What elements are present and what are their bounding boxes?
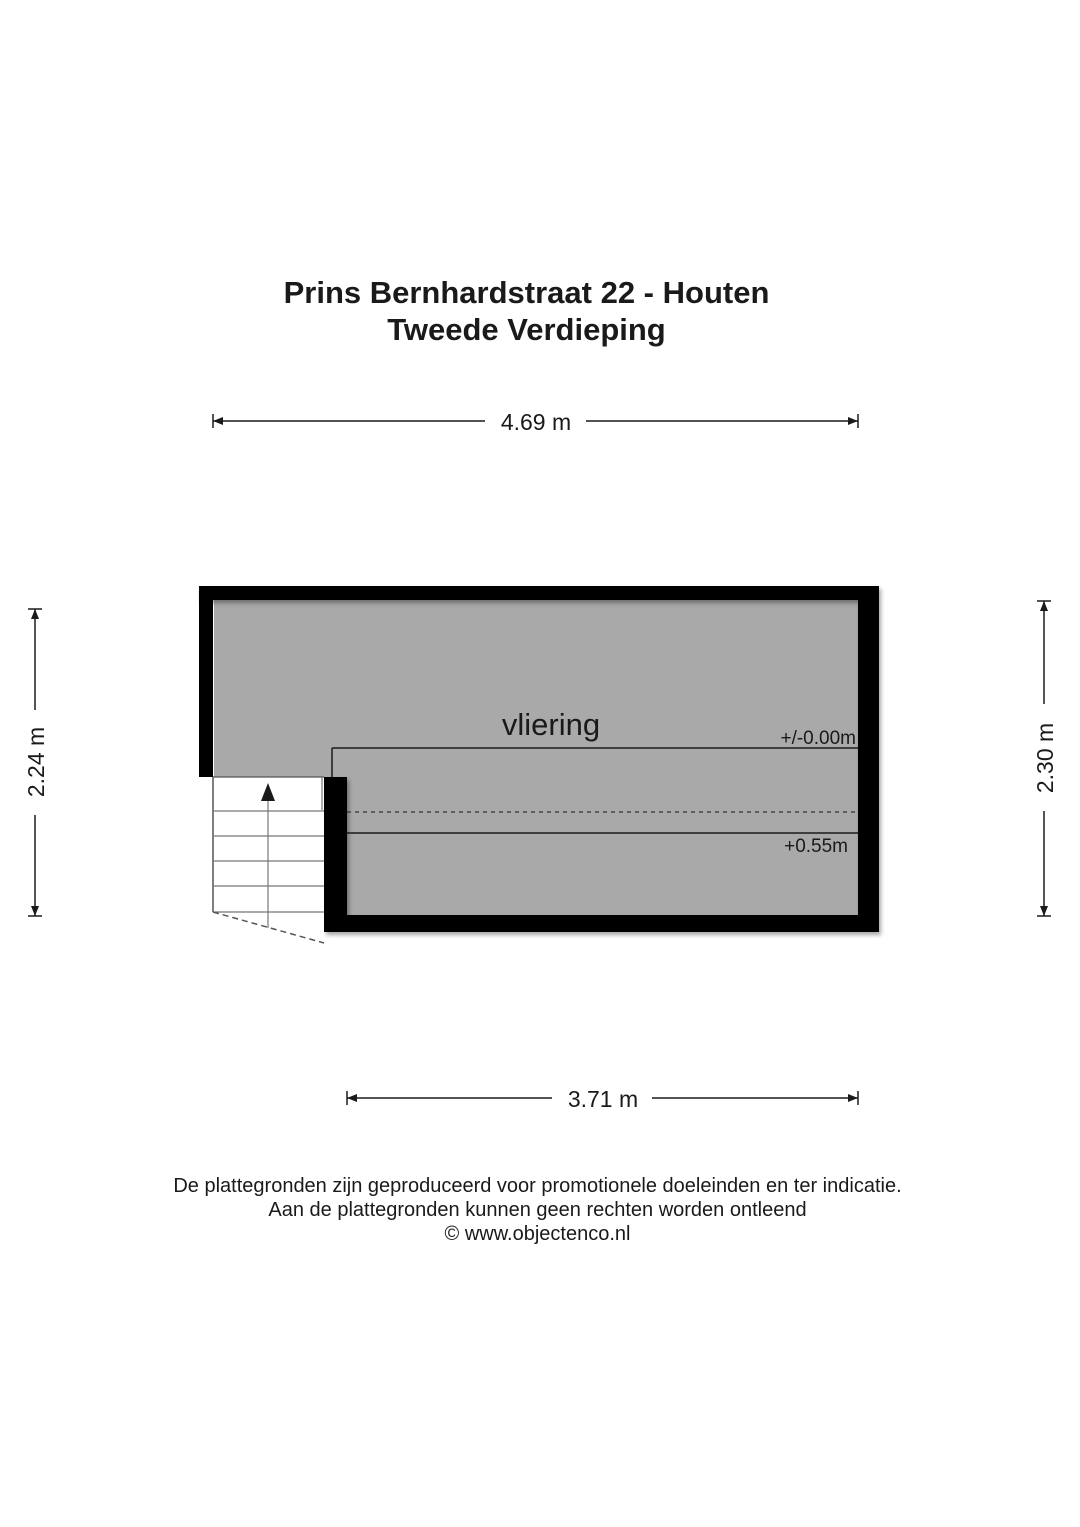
level-label-upper: +/-0.00m (780, 728, 856, 749)
dimension-top-label: 4.69 m (500, 409, 572, 435)
floor-title: Tweede Verdieping (387, 312, 666, 347)
level-label-lower: +0.55m (784, 836, 848, 857)
copyright-line: © www.objectenco.nl (444, 1223, 631, 1245)
dimension-left-label: 2.24 m (23, 726, 49, 798)
disclaimer-line-2: Aan de plattegronden kunnen geen rechten worden ontleend (268, 1199, 807, 1221)
disclaimer-line-1: De plattegronden zijn geproduceerd voor promotionele doeleinden en ter indicatie. (173, 1175, 902, 1197)
plan-title: Prins Bernhardstraat 22 - Houten (283, 275, 770, 310)
dimension-top (213, 409, 858, 435)
dimension-right (1032, 601, 1058, 916)
room-label: vliering (501, 707, 601, 742)
wall-left (199, 586, 213, 777)
staircase (213, 777, 324, 943)
dimension-left (23, 609, 49, 916)
dimension-right-label: 2.30 m (1032, 722, 1058, 794)
dimension-bottom-label: 3.71 m (567, 1086, 639, 1112)
dimension-bottom (347, 1086, 858, 1112)
